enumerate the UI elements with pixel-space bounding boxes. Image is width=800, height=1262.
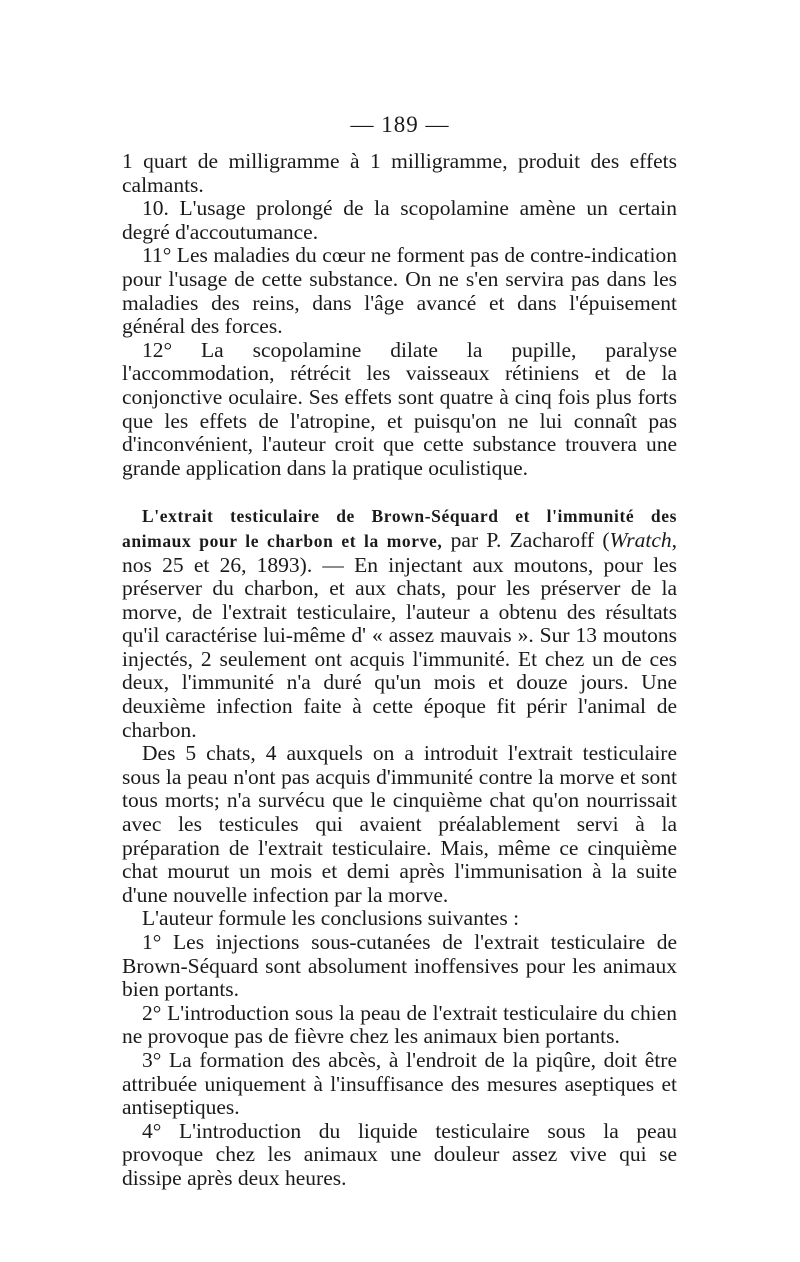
paragraph-2: 10. L'usage prolongé de la scopolamine amène un certain degré d'accoutumance. — [122, 196, 677, 244]
paragraph-conclusions-intro: L'auteur formule les conclusions suivantes : — [142, 906, 520, 931]
paragraph-4: 12° La scopolamine dilate la pupille, paralyse l'accommodation, rétrécit les vaisseaux rétiniens et de la conjonctive oculaire. Ses effets sont quatre à cinq fois plus forts que les effets de l'atropine, et puisqu'on ne lui connaît pas d'inconvénient, l'auteur croit que cette substance trouvera une grande application dans la pratique oculistique. — [122, 337, 677, 480]
page-number: — 189 — — [350, 112, 450, 137]
paragraph-3: 11° Les maladies du cœur ne forment pas de contre-indication pour l'usage de cette substance. On ne s'en servira pas dans les maladies des reins, dans l'âge avancé et dans l'épuisement général des forces. — [122, 243, 677, 339]
journal-name: Wratch — [609, 527, 672, 552]
page-body — [122, 150, 677, 1191]
article-citation: , nos 25 et 26, 1893). — En injectant aux moutons, pour les préserver du charbon, et aux chats, pour les préserver de la morve, de l'extrait testiculaire, l'auteur a obtenu des résultats qu'il caractérise lui-même d' « assez mauvais ». Sur 13 moutons injectés, 2 seulement ont acquis l'immunité. Et chez un de ces deux, l'immunité n'a duré qu'un mois et douze jours. Une deuxième infection faite à cette époque fit périr l'animal de charbon. — [122, 527, 677, 742]
paragraph-1: 1 quart de milligramme à 1 milligramme, produit des effets calmants. — [122, 149, 677, 197]
conclusion-3: 3° La formation des abcès, à l'endroit de la piqûre, doit être attribuée uniquement à l'insuffisance des mesures aseptiques et antiseptiques. — [122, 1047, 677, 1120]
article-title: L'extrait testiculaire de Brown-Séquard et l'immunité des animaux pour le charbon et la morve, — [122, 506, 677, 551]
section-gap — [122, 480, 677, 504]
conclusion-1: 1° Les injections sous-cutanées de l'extrait testiculaire de Brown-Séquard sont absolument inoffensives pour les animaux bien portants. — [122, 930, 677, 1002]
conclusion-2: 2° L'introduction sous la peau de l'extrait testiculaire du chien ne provoque pas de fièvre chez les animaux bien portants. — [122, 1000, 677, 1049]
article-author: par P. Zacharoff ( — [442, 527, 610, 552]
article-paragraph — [122, 504, 677, 742]
paragraph-chats: Des 5 chats, 4 auxquels on a introduit l'extrait testiculaire sous la peau n'ont pas acquis d'immunité contre la morve et sont tous morts; n'a survécu que le cinquième chat qu'on nourrissait avec les testicules qui avaient préalablement servi à la préparation de l'extrait testiculaire. Mais, même ce cinquième chat mourut un mois et demi après l'immunisation à la suite d'une nouvelle infection par la morve. — [122, 741, 677, 907]
conclusion-4: 4° L'introduction du liquide testiculaire sous la peau provoque chez les animaux une douleur assez vive qui se dissipe après deux heures. — [122, 1118, 677, 1190]
